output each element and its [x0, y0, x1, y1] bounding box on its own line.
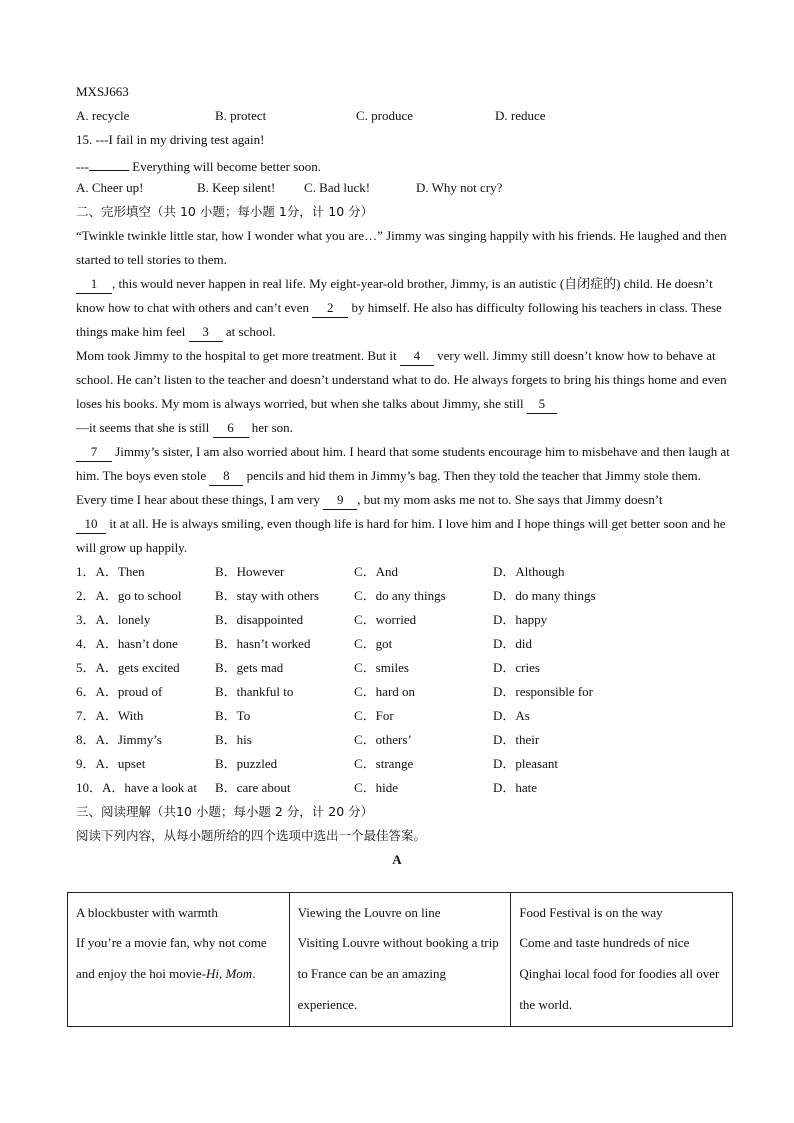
cloze-option-row — [76, 560, 736, 584]
option-c[interactable]: C．smiles — [354, 660, 409, 675]
option-a[interactable]: 8．A．Jimmy’s — [76, 732, 162, 747]
cloze-paragraph-1: “Twinkle twinkle little star, how I wonder what you are…” Jimmy was singing happily with his friends. He laughed and then started to tell stories to them. — [76, 228, 727, 267]
cloze-text: pencils and hid them in Jimmy’s bag. Then they told the teacher that Jimmy stole them. — [243, 468, 701, 483]
option-b[interactable]: B．gets mad — [215, 660, 284, 675]
option-b[interactable]: B．his — [215, 732, 252, 747]
cloze-option-row — [76, 728, 736, 752]
cloze-option-row — [76, 608, 736, 632]
option-d[interactable]: D．happy — [493, 612, 548, 627]
cloze-text: Jimmy’s sister, I am also worried about him. I heard that some students encourage him to misbehave and then laugh at him. The boys even stole — [76, 444, 730, 483]
option-a[interactable]: 7．A．With — [76, 708, 144, 723]
q15-prompt: 15. ---I fail in my driving test again! — [76, 132, 265, 147]
movie-title: Hi, Mom — [205, 966, 253, 981]
option-d[interactable]: D．their — [493, 732, 540, 747]
ad-body-tail: . — [252, 966, 256, 981]
option-d[interactable]: D．hate — [493, 780, 538, 795]
option-c[interactable]: C．hide — [354, 780, 399, 795]
option-a[interactable]: 4．A．hasn’t done — [76, 636, 178, 651]
q15-options — [76, 176, 736, 200]
cloze-option-row — [76, 584, 736, 608]
q14-options — [76, 104, 736, 128]
ad-card-louvre — [289, 893, 511, 1027]
cloze-heading: 二、完形填空（共 10 小题；每小题 1分，计 10 分） — [76, 204, 374, 219]
cloze-blank-9[interactable]: 9 — [323, 491, 357, 510]
option-d[interactable]: D．pleasant — [493, 756, 558, 771]
option-a[interactable]: 9．A．upset — [76, 756, 146, 771]
cloze-blank-5[interactable]: 5 — [527, 395, 557, 414]
ad-title: A blockbuster with warmth — [76, 905, 218, 920]
ad-body: Visiting Louvre without booking a trip to France can be an amazing experience. — [297, 935, 499, 1012]
option-b[interactable]: B．hasn’t worked — [215, 636, 311, 651]
option-a[interactable]: 6．A．proud of — [76, 684, 163, 699]
option-a[interactable]: 10．A．have a look at — [76, 780, 197, 795]
cloze-text: at school. — [222, 324, 276, 339]
ad-card-food — [511, 893, 733, 1027]
cloze-blank-4[interactable]: 4 — [400, 347, 434, 366]
q14-option-b: B. protect — [215, 108, 267, 123]
cloze-option-row — [76, 704, 736, 728]
q15-option-a: A. Cheer up! — [76, 180, 144, 195]
option-b[interactable]: B．thankful to — [215, 684, 294, 699]
option-a[interactable]: 5．A．gets excited — [76, 660, 180, 675]
cloze-options-list — [76, 560, 736, 800]
option-c[interactable]: C．hard on — [354, 684, 416, 699]
cloze-option-row — [76, 632, 736, 656]
cloze-text: , but my mom asks me not to. She says that Jimmy doesn’t — [357, 492, 663, 507]
cloze-blank-10[interactable]: 10 — [76, 515, 106, 534]
q15-option-c: C. Bad luck! — [304, 180, 371, 195]
option-b[interactable]: B．care about — [215, 780, 291, 795]
option-b[interactable]: B．disappointed — [215, 612, 304, 627]
q15-reply-prefix: --- — [76, 159, 89, 174]
cloze-text: —it seems that she is still — [76, 420, 213, 435]
q14-option-c: C. produce — [356, 108, 414, 123]
option-d[interactable]: D．responsible for — [493, 684, 594, 699]
option-d[interactable]: D．As — [493, 708, 530, 723]
cloze-text: by himself. He also has difficulty following his teachers in class. These things make him feel — [76, 300, 722, 339]
cloze-blank-1[interactable]: 1 — [76, 275, 112, 294]
cloze-blank-7[interactable]: 7 — [76, 443, 112, 462]
ad-body-text: If you’re a movie fan, why not come and enjoy the hoi movie- — [76, 935, 267, 981]
option-a[interactable]: 2．A．go to school — [76, 588, 182, 603]
option-a[interactable]: 1．A．Then — [76, 564, 145, 579]
cloze-paragraph-5 — [76, 488, 736, 560]
cloze-option-row — [76, 752, 736, 776]
option-c[interactable]: C．And — [354, 564, 399, 579]
cloze-blank-3[interactable]: 3 — [189, 323, 223, 342]
cloze-option-row — [76, 656, 736, 680]
q15-option-b: B. Keep silent! — [197, 180, 276, 195]
section-label: A — [392, 852, 402, 867]
cloze-blank-6[interactable]: 6 — [213, 419, 249, 438]
exam-page — [76, 80, 736, 872]
cloze-option-row — [76, 776, 736, 800]
option-c[interactable]: C．strange — [354, 756, 414, 771]
cloze-text: it at all. He is always smiling, even though life is hard for him. I love him and I hope things will get better soon and he will grow up happily. — [76, 516, 726, 555]
cloze-text: very well. Jimmy still doesn’t know how to behave at school. He can’t listen to the teacher and doesn’t understand what to do. He always forgets to bring his things home and even loses his books. My mom is always worried, but when she talks about Jimmy, she still — [76, 348, 727, 411]
option-c[interactable]: C．got — [354, 636, 393, 651]
option-d[interactable]: D．Although — [493, 564, 565, 579]
option-d[interactable]: D．did — [493, 636, 533, 651]
paper-code: MXSJ663 — [76, 84, 129, 99]
ads-table — [67, 892, 733, 1027]
q14-option-a: A. recycle — [76, 108, 130, 123]
option-b[interactable]: B．stay with others — [215, 588, 319, 603]
cloze-blank-2[interactable]: 2 — [312, 299, 348, 318]
q14-option-d: D. reduce — [495, 108, 546, 123]
cloze-text: Every time I hear about these things, I am very — [76, 492, 324, 507]
q15-option-d: D. Why not cry? — [416, 180, 503, 195]
option-d[interactable]: D．do many things — [493, 588, 596, 603]
q15-answer-blank[interactable] — [89, 152, 129, 171]
cloze-blank-8[interactable]: 8 — [209, 467, 243, 486]
cloze-paragraph-2 — [76, 272, 736, 344]
ad-card-movie — [68, 893, 290, 1027]
option-c[interactable]: C．For — [354, 708, 394, 723]
option-b[interactable]: B．However — [215, 564, 285, 579]
option-b[interactable]: B．To — [215, 708, 251, 723]
cloze-paragraph-4 — [76, 440, 736, 488]
option-d[interactable]: D．cries — [493, 660, 540, 675]
option-b[interactable]: B．puzzled — [215, 756, 278, 771]
cloze-text: her son. — [248, 420, 293, 435]
ad-body: Come and taste hundreds of nice Qinghai local food for foodies all over the world. — [519, 935, 720, 1012]
option-c[interactable]: C．do any things — [354, 588, 446, 603]
cloze-paragraph-3 — [76, 344, 736, 440]
cloze-option-row — [76, 680, 736, 704]
ad-body — [76, 927, 281, 989]
cloze-text: Mom took Jimmy to the hospital to get more treatment. But it — [76, 348, 400, 363]
option-c[interactable]: C．worried — [354, 612, 417, 627]
option-a[interactable]: 3．A．lonely — [76, 612, 151, 627]
ad-title: Food Festival is on the way — [519, 905, 663, 920]
ad-title: Viewing the Louvre on line — [297, 905, 441, 920]
reading-instruction: 阅读下列内容，从每小题所给的四个选项中选出一个最佳答案。 — [76, 828, 427, 843]
reading-heading: 三、阅读理解（共10 小题；每小题 2 分，计 20 分） — [76, 804, 374, 819]
option-c[interactable]: C．others’ — [354, 732, 412, 747]
cloze-text: , this would never happen in real life. My eight-year-old brother, Jimmy, is an autistic (自闭症的) child. He doesn’t know how to chat with others and can’t even — [76, 276, 713, 315]
q15-reply-suffix: Everything will become better soon. — [129, 159, 322, 174]
q15-reply — [76, 152, 736, 176]
